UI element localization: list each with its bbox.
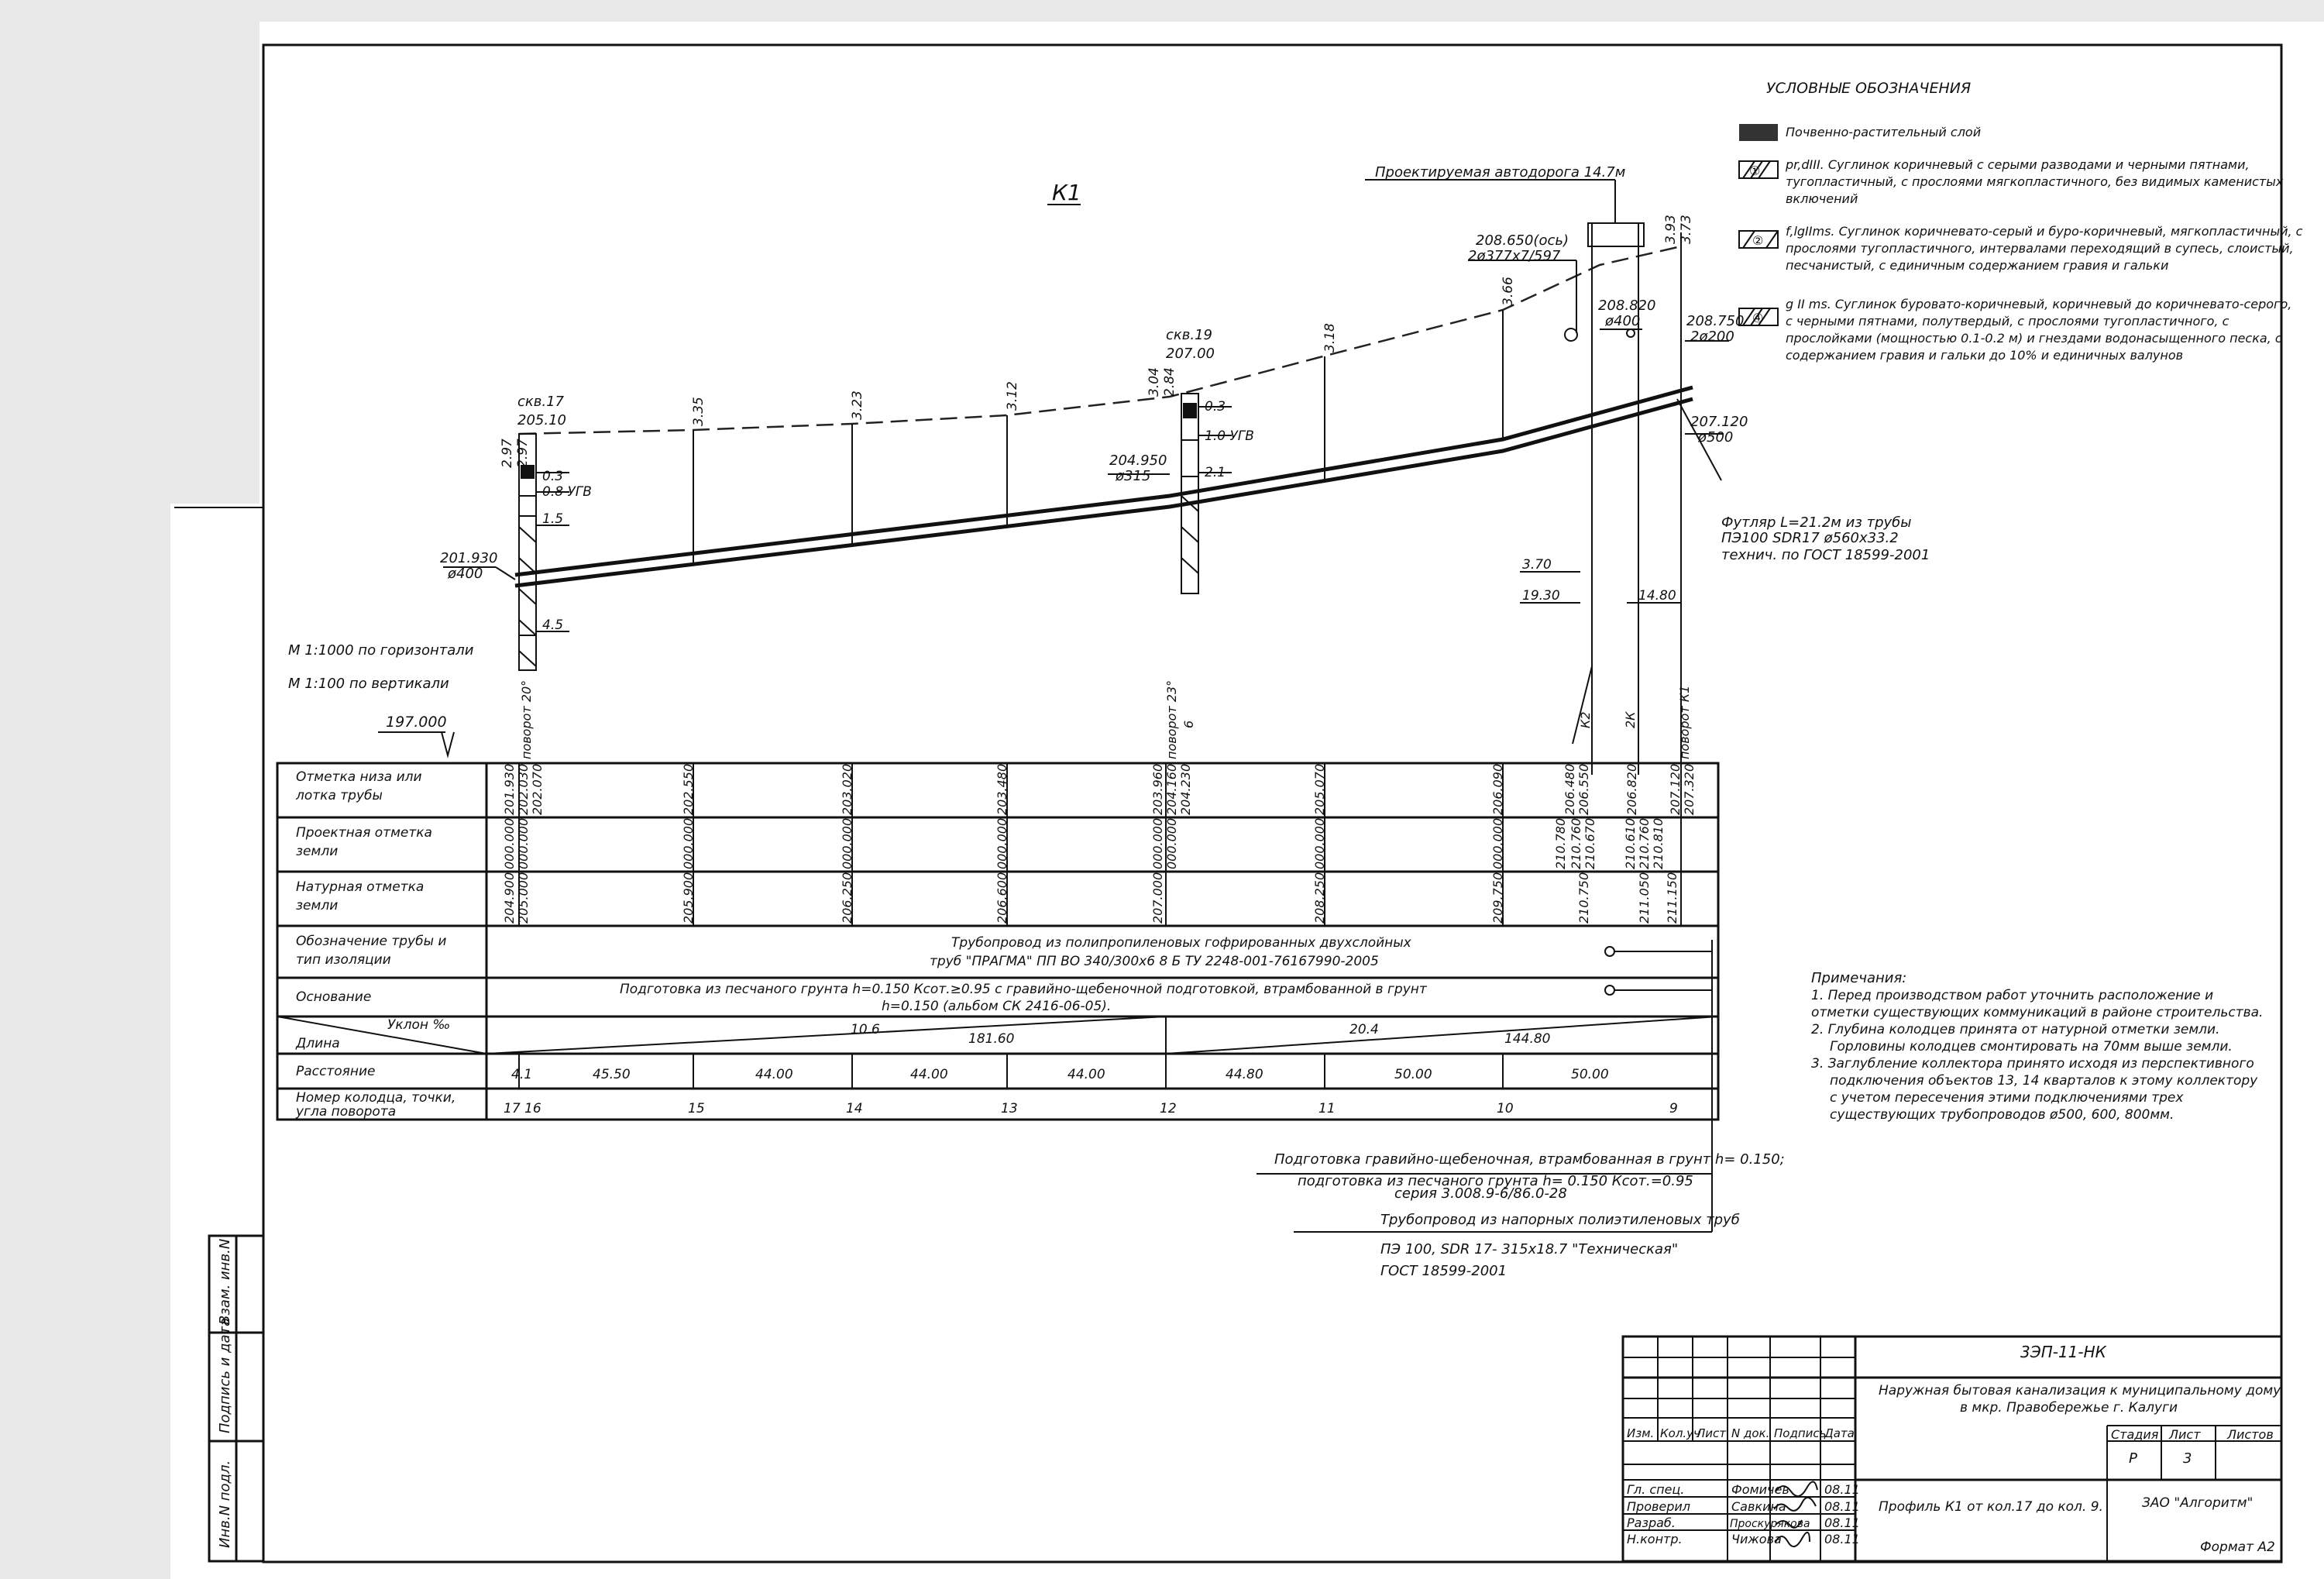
legend-2-symbol: ① xyxy=(1749,163,1761,178)
well-19-elev: 207.00 xyxy=(1166,346,1215,362)
base-line-2: h=0.150 (альбом СК 2416-06-05). xyxy=(882,999,1112,1014)
natural-3: 205.900 xyxy=(681,872,696,924)
distance-4: 44.00 xyxy=(910,1067,948,1082)
pipe-start-elev: 201.930 xyxy=(440,550,498,566)
row-header-point-2: угла поворота xyxy=(296,1104,397,1120)
invert-11: 206.090 xyxy=(1490,763,1505,815)
design-9: 000.000 xyxy=(1490,817,1505,869)
pipe-mid-elev: 204.950 xyxy=(1109,452,1167,469)
well-19-name: скв.19 xyxy=(1166,327,1213,343)
person-3-date: 08.11 xyxy=(1824,1515,1860,1530)
person-1-date: 08.11 xyxy=(1824,1482,1860,1497)
crossing-2-spec: ø400 xyxy=(1605,313,1641,329)
depth-label-7: 3.73 xyxy=(1679,215,1694,244)
legend-3-line-1: f,lgIIms. Суглинок коричневато-серый и буро-коричневый, мягкопластичный, с xyxy=(1786,224,2303,239)
pressure-pipe-note: Трубопровод из напорных полиэтиленовых труб xyxy=(1380,1212,1740,1228)
company-name: ЗАО "Алгоритм" xyxy=(2142,1495,2254,1511)
legend-4-line-2: с черными пятнами, полутвердый, с прослоями тугопластичного, с xyxy=(1786,314,2229,329)
design-8: 000.000 xyxy=(1312,817,1327,869)
legend-4-line-1: g II ms. Суглинок буровато-коричневый, коричневый до коричневато-серого, xyxy=(1786,297,2292,311)
legend-2-line-2: тугопластичный, с прослоями мягкопластичного, без видимых каменистых xyxy=(1786,174,2284,189)
pipe-end-elev: 207.120 xyxy=(1690,414,1748,430)
point-5: 12 xyxy=(1160,1101,1177,1116)
header-date: Дата xyxy=(1824,1426,1855,1440)
distance-6: 44.80 xyxy=(1226,1067,1263,1082)
turn-label-5: 2К xyxy=(1623,711,1638,728)
person-1-name: Фомичев xyxy=(1731,1482,1789,1497)
pipe-start-dia: ø400 xyxy=(448,566,483,582)
invert-9: 204.230 xyxy=(1178,763,1193,815)
pressure-pipe-spec: ПЭ 100, SDR 17- 315x18.7 "Техническая" xyxy=(1380,1241,1679,1257)
dim-1: 3.70 xyxy=(1522,557,1552,573)
header-ndoc: N док. xyxy=(1731,1426,1770,1440)
well-17-offset-1: 2.97 xyxy=(500,439,515,468)
stamp-inv: Инв.N подл. xyxy=(217,1460,233,1548)
well-17-depth-3: 1.5 xyxy=(542,511,564,527)
depth-label-4: 3.18 xyxy=(1322,323,1338,353)
turn-label-6: поворот К1 xyxy=(1677,685,1692,759)
person-3-name: Проскурякова xyxy=(1730,1518,1810,1530)
natural-11: 211.150 xyxy=(1665,872,1679,924)
dim-2: 19.30 xyxy=(1522,588,1560,604)
stamp-signature: Подпись и дата xyxy=(217,1317,233,1433)
design-15: 210.810 xyxy=(1651,817,1666,869)
format-label: Формат А2 xyxy=(2200,1539,2275,1555)
point-7: 10 xyxy=(1497,1101,1514,1116)
distance-3: 44.00 xyxy=(755,1067,793,1082)
turn-label-1: поворот 20° xyxy=(519,679,534,759)
road-label: Проектируемая автодорога 14.7м xyxy=(1375,164,1626,181)
natural-8: 209.750 xyxy=(1490,872,1505,924)
invert-15: 207.120 xyxy=(1668,763,1683,815)
invert-7: 203.960 xyxy=(1150,763,1165,815)
invert-2: 202.030 xyxy=(516,763,531,815)
note-line-5: 3. Заглубление коллектора принято исходя из перспективного xyxy=(1811,1056,2254,1072)
design-1: 000.000 xyxy=(502,817,517,869)
well-17-depth-1: 0.3 xyxy=(542,469,564,484)
pipe-mid-dia: ø315 xyxy=(1116,468,1151,484)
point-3: 14 xyxy=(846,1101,863,1116)
natural-4: 206.250 xyxy=(840,872,854,924)
invert-1: 201.930 xyxy=(502,763,517,815)
depth-label-5: 3.66 xyxy=(1501,277,1516,306)
natural-2: 205.000 xyxy=(516,872,531,924)
bedding-note-3: серия 3.008.9-6/86.0-28 xyxy=(1394,1185,1567,1202)
row-header-base: Основание xyxy=(296,989,372,1005)
design-2: 000.000 xyxy=(516,817,531,869)
bedding-note-1: Подготовка гравийно-щебеночная, втрамбованная в грунт h= 0.150; xyxy=(1274,1151,1785,1168)
scale-horizontal: М 1:1000 по горизонтали xyxy=(288,642,474,659)
point-6: 11 xyxy=(1318,1101,1336,1116)
pipe-type-line-2: труб "ПРАГМА" ПП ВО 340/300х6 8 Б ТУ 2248-001-76167990-2005 xyxy=(930,954,1379,969)
note-line-2: отметки существующих коммуникаций в районе строительства. xyxy=(1811,1005,2264,1020)
row-header-point-1: Номер колодца, точки, xyxy=(296,1090,456,1106)
legend-2-line-1: pr,dIII. Суглинок коричневый с серыми разводами и черными пятнами, xyxy=(1786,157,2250,172)
profile-title: К1 xyxy=(1052,180,1081,205)
invert-14: 206.820 xyxy=(1624,763,1639,815)
row-header-length: Длина xyxy=(296,1036,340,1051)
pipe-type-line-1: Трубопровод из полипропиленовых гофрированных двухслойных xyxy=(951,935,1411,951)
legend-4-symbol: ④ xyxy=(1752,311,1764,325)
sheet-name: Профиль К1 от кол.17 до кол. 9. xyxy=(1879,1499,2103,1515)
length-2: 144.80 xyxy=(1504,1031,1551,1047)
legend-4-line-4: содержанием гравия и гальки до 10% и единичных валунов xyxy=(1786,348,2184,363)
crossing-1-elev: 208.650(ось) xyxy=(1476,232,1569,249)
invert-4: 202.550 xyxy=(681,763,696,815)
natural-6: 207.000 xyxy=(1150,872,1165,924)
bedding-note-2: подготовка из песчаного грунта h= 0.150 Ксот.=0.95 xyxy=(1298,1173,1693,1189)
note-line-8: существующих трубопроводов ø500, 600, 800мм. xyxy=(1830,1107,2174,1123)
stamp-replace: Взам. инв.N xyxy=(217,1238,233,1325)
invert-5: 203.020 xyxy=(840,763,854,815)
turn-label-3: 6 xyxy=(1181,720,1196,728)
distance-2: 45.50 xyxy=(593,1067,631,1082)
point-2: 15 xyxy=(688,1101,705,1116)
length-1: 181.60 xyxy=(968,1031,1015,1047)
well-19-depth-2: 1.0 УГВ xyxy=(1205,428,1254,444)
case-note-2: ПЭ100 SDR17 ø560x33.2 xyxy=(1721,530,1899,546)
slope-1: 10.6 xyxy=(851,1022,880,1037)
person-2-role: Проверил xyxy=(1627,1499,1691,1514)
natural-7: 208.250 xyxy=(1312,872,1327,924)
design-10: 210.780 xyxy=(1553,817,1568,869)
design-13: 210.610 xyxy=(1623,817,1638,869)
invert-12: 206.480 xyxy=(1563,763,1577,815)
crossing-1-spec: 2ø377x7/597 xyxy=(1468,248,1561,264)
legend-1-line-1: Почвенно-растительный слой xyxy=(1786,125,1982,139)
pressure-pipe-gost: ГОСТ 18599-2001 xyxy=(1380,1263,1508,1279)
distance-1: 4.1 xyxy=(511,1067,533,1082)
header-sign: Подпись xyxy=(1774,1426,1827,1440)
point-1: 17 16 xyxy=(504,1101,541,1116)
row-header-invert-1: Отметка низа или xyxy=(296,769,422,785)
natural-1: 204.900 xyxy=(502,872,517,924)
crossing-3-elev: 208.750 xyxy=(1686,313,1745,329)
invert-3: 202.070 xyxy=(530,763,545,815)
natural-9: 210.750 xyxy=(1576,872,1591,924)
object-line-2: в мкр. Правобережье г. Калуги xyxy=(1960,1400,2178,1416)
depth-label-6: 3.93 xyxy=(1663,215,1679,244)
crossing-2-elev: 208.820 xyxy=(1598,298,1656,314)
stage-header: Стадия xyxy=(2111,1427,2159,1442)
base-line-1: Подготовка из песчаного грунта h=0.150 Ксот.≥0.95 с гравийно-щебеночной подготовкой, втрамбованной в грунт xyxy=(620,982,1427,997)
invert-16: 207.320 xyxy=(1682,763,1697,815)
row-header-natural-2: земли xyxy=(296,898,339,913)
legend-3-line-2: прослоями тугопластичного, интервалами переходящий в супесь, слоистый, xyxy=(1786,241,2294,256)
stage-value: Р xyxy=(2129,1450,2137,1467)
row-header-pipe-1: Обозначение трубы и xyxy=(296,934,447,949)
depth-label-2: 3.23 xyxy=(850,390,865,420)
well-17-depth-4: 4.5 xyxy=(542,617,564,633)
scale-vertical: М 1:100 по вертикали xyxy=(288,676,449,692)
row-header-distance: Расстояние xyxy=(296,1064,376,1079)
well-17-elev: 205.10 xyxy=(517,412,566,428)
crossing-3-spec: 2ø200 xyxy=(1690,329,1734,345)
design-14: 210.760 xyxy=(1637,817,1652,869)
case-note-1: Футляр L=21.2м из трубы xyxy=(1721,514,1912,531)
design-5: 000.000 xyxy=(995,817,1009,869)
notes-title: Примечания: xyxy=(1811,970,1907,986)
well-17-offset-2: 2.97 xyxy=(515,439,531,468)
doc-code: 3ЭП-11-НК xyxy=(2020,1343,2106,1361)
person-4-role: Н.контр. xyxy=(1627,1532,1683,1546)
legend-4-line-3: прослойками (мощностью 0.1-0.2 м) и гнездами водонасыщенного песка, с xyxy=(1786,331,2282,346)
row-header-slope: Уклон ‰ xyxy=(387,1017,451,1033)
sheets-header: Листов xyxy=(2227,1427,2274,1442)
pipe-end-dia: ø500 xyxy=(1698,429,1734,445)
design-4: 000.000 xyxy=(840,817,854,869)
design-6: 000.000 xyxy=(1150,817,1165,869)
well-19-depth-1: 0.3 xyxy=(1205,399,1226,415)
well-17-name: скв.17 xyxy=(517,394,565,410)
row-header-design-1: Проектная отметка xyxy=(296,825,432,841)
sheet-header: Лист xyxy=(2169,1427,2201,1442)
datum-level: 197.000 xyxy=(386,714,447,731)
design-7: 000.000 xyxy=(1164,817,1179,869)
turn-label-2: поворот 23° xyxy=(1164,679,1179,759)
note-line-1: 1. Перед производством работ уточнить расположение и xyxy=(1811,988,2214,1003)
person-4-date: 08.11 xyxy=(1824,1532,1860,1546)
design-12: 210.670 xyxy=(1583,817,1597,869)
depth-label-1: 3.35 xyxy=(691,397,706,426)
person-2-date: 08.11 xyxy=(1824,1499,1860,1514)
header-list: Лист xyxy=(1697,1426,1727,1440)
row-header-invert-2: лотка трубы xyxy=(296,788,383,803)
legend-2-line-3: включений xyxy=(1786,191,1858,206)
row-header-design-2: земли xyxy=(296,844,339,859)
distance-7: 50.00 xyxy=(1394,1067,1432,1082)
invert-10: 205.070 xyxy=(1312,763,1327,815)
point-8: 9 xyxy=(1669,1101,1678,1116)
well-19-offset-1: 3.04 xyxy=(1147,367,1162,397)
legend-3-line-3: песчанистый, с единичным содержанием гравия и гальки xyxy=(1786,258,2169,273)
person-2-name: Савкина xyxy=(1731,1499,1786,1514)
legend-title: УСЛОВНЫЕ ОБОЗНАЧЕНИЯ xyxy=(1766,80,1972,97)
point-4: 13 xyxy=(1001,1101,1018,1116)
natural-10: 211.050 xyxy=(1637,872,1652,924)
note-line-6: подключения объектов 13, 14 кварталов к этому коллектору xyxy=(1830,1073,2258,1089)
header-izm: Изм. xyxy=(1627,1426,1655,1440)
invert-13: 206.550 xyxy=(1576,763,1591,815)
note-line-4: Горловины колодцев смонтировать на 70мм выше земли. xyxy=(1830,1039,2233,1054)
row-header-pipe-2: тип изоляции xyxy=(296,952,391,968)
depth-label-3: 3.12 xyxy=(1005,381,1020,411)
slope-2: 20.4 xyxy=(1349,1022,1379,1037)
well-19-offset-2: 2.84 xyxy=(1162,367,1177,397)
note-line-3: 2. Глубина колодцев принята от натурной отметки земли. xyxy=(1811,1022,2220,1037)
row-header-natural-1: Натурная отметка xyxy=(296,879,425,895)
well-19-depth-3: 2.1 xyxy=(1205,465,1226,480)
legend-3-symbol: ② xyxy=(1752,233,1764,248)
distance-8: 50.00 xyxy=(1571,1067,1609,1082)
dim-3: 14.80 xyxy=(1638,588,1676,604)
invert-8: 204.160 xyxy=(1164,763,1179,815)
design-3: 000.000 xyxy=(681,817,696,869)
person-1-role: Гл. спец. xyxy=(1627,1482,1685,1497)
turn-label-4: К2 xyxy=(1578,711,1593,728)
sheet-value: 3 xyxy=(2183,1450,2192,1467)
person-4-name: Чижова xyxy=(1731,1532,1782,1546)
distance-5: 44.00 xyxy=(1067,1067,1105,1082)
note-line-7: с учетом пересечения этими подключениями трех xyxy=(1830,1090,2184,1106)
person-3-role: Разраб. xyxy=(1627,1515,1676,1530)
natural-5: 206.600 xyxy=(995,872,1009,924)
well-17-depth-2: 0.8 УГВ xyxy=(542,484,592,500)
object-line-1: Наружная бытовая канализация к муниципальному дому xyxy=(1879,1383,2281,1398)
design-11: 210.760 xyxy=(1569,817,1583,869)
case-note-3: технич. по ГОСТ 18599-2001 xyxy=(1721,547,1930,563)
header-kol: Кол.уч xyxy=(1660,1426,1700,1440)
invert-6: 203.480 xyxy=(995,763,1009,815)
